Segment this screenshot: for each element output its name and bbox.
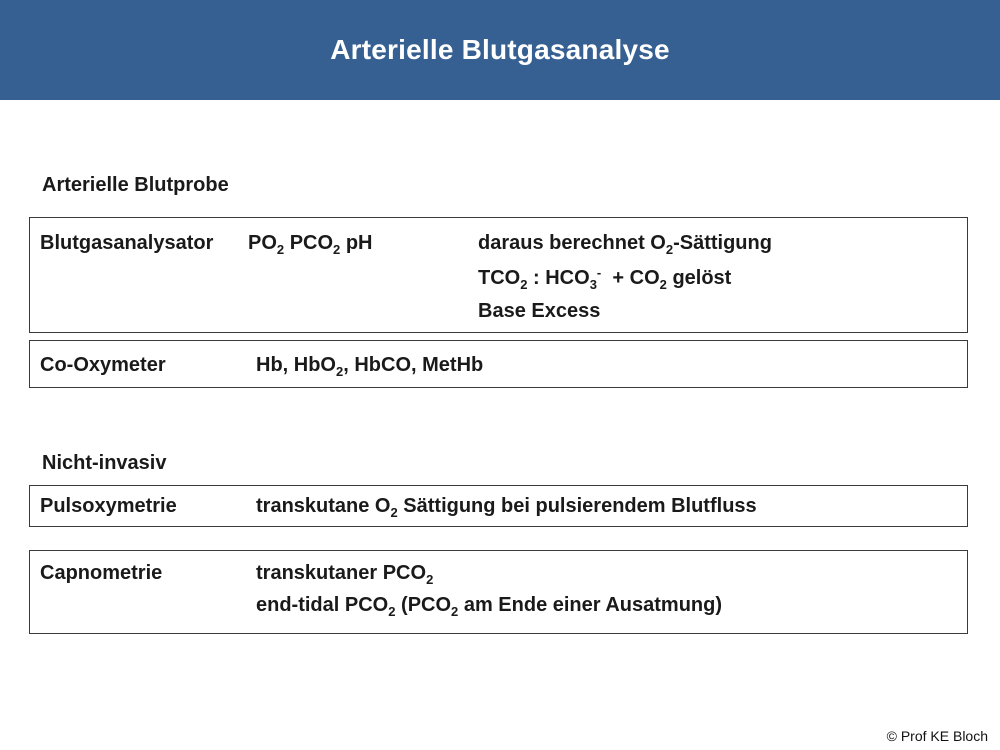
- total-co2-line: $TCO_2$ : $HCO_3^- + CO_2$ gelöst: [478, 265, 732, 292]
- slide-header: [0, 0, 1000, 100]
- box-blood-gas-analyzer: [29, 217, 968, 333]
- end-tidal-pco2-line: end-tidal $PCO_2$ ($PCO_2$ am Ende einer Ausatmung): [256, 594, 723, 619]
- pulse-oximetry-description: transkutane $O_2$ Sättigung bei pulsierendem Blutfluss: [256, 495, 757, 520]
- slide-title: Arterielle Blutgasanalyse: [330, 34, 670, 65]
- measured-values: $PO_2$ $PCO_2$ pH: [248, 232, 373, 257]
- label-blutgasanalysator: Blutgasanalysator: [40, 232, 214, 254]
- label-pulsoxymetrie: Pulsoxymetrie: [40, 495, 177, 517]
- base-excess-line: Base Excess: [478, 300, 601, 322]
- box-co-oxymeter: [29, 340, 968, 388]
- label-capnometrie: Capnometrie: [40, 562, 163, 584]
- copyright-footer: © Prof KE Bloch: [886, 728, 988, 744]
- section-heading-non-invasive: Nicht-invasiv: [42, 452, 167, 474]
- calculated-saturation: daraus berechnet $O_2$-Sättigung: [478, 232, 772, 257]
- transcutaneous-pco2-line: transkutaner $PCO_2$: [256, 562, 434, 587]
- box-pulse-oximetry: [29, 485, 968, 527]
- co-oxymeter-values: Hb, HbO$_2$, HbCO, MetHb: [256, 354, 484, 379]
- box-capnometry: [29, 550, 968, 634]
- section-heading-arterial-sample: Arterielle Blutprobe: [42, 174, 229, 196]
- label-co-oxymeter: Co-Oxymeter: [40, 354, 166, 376]
